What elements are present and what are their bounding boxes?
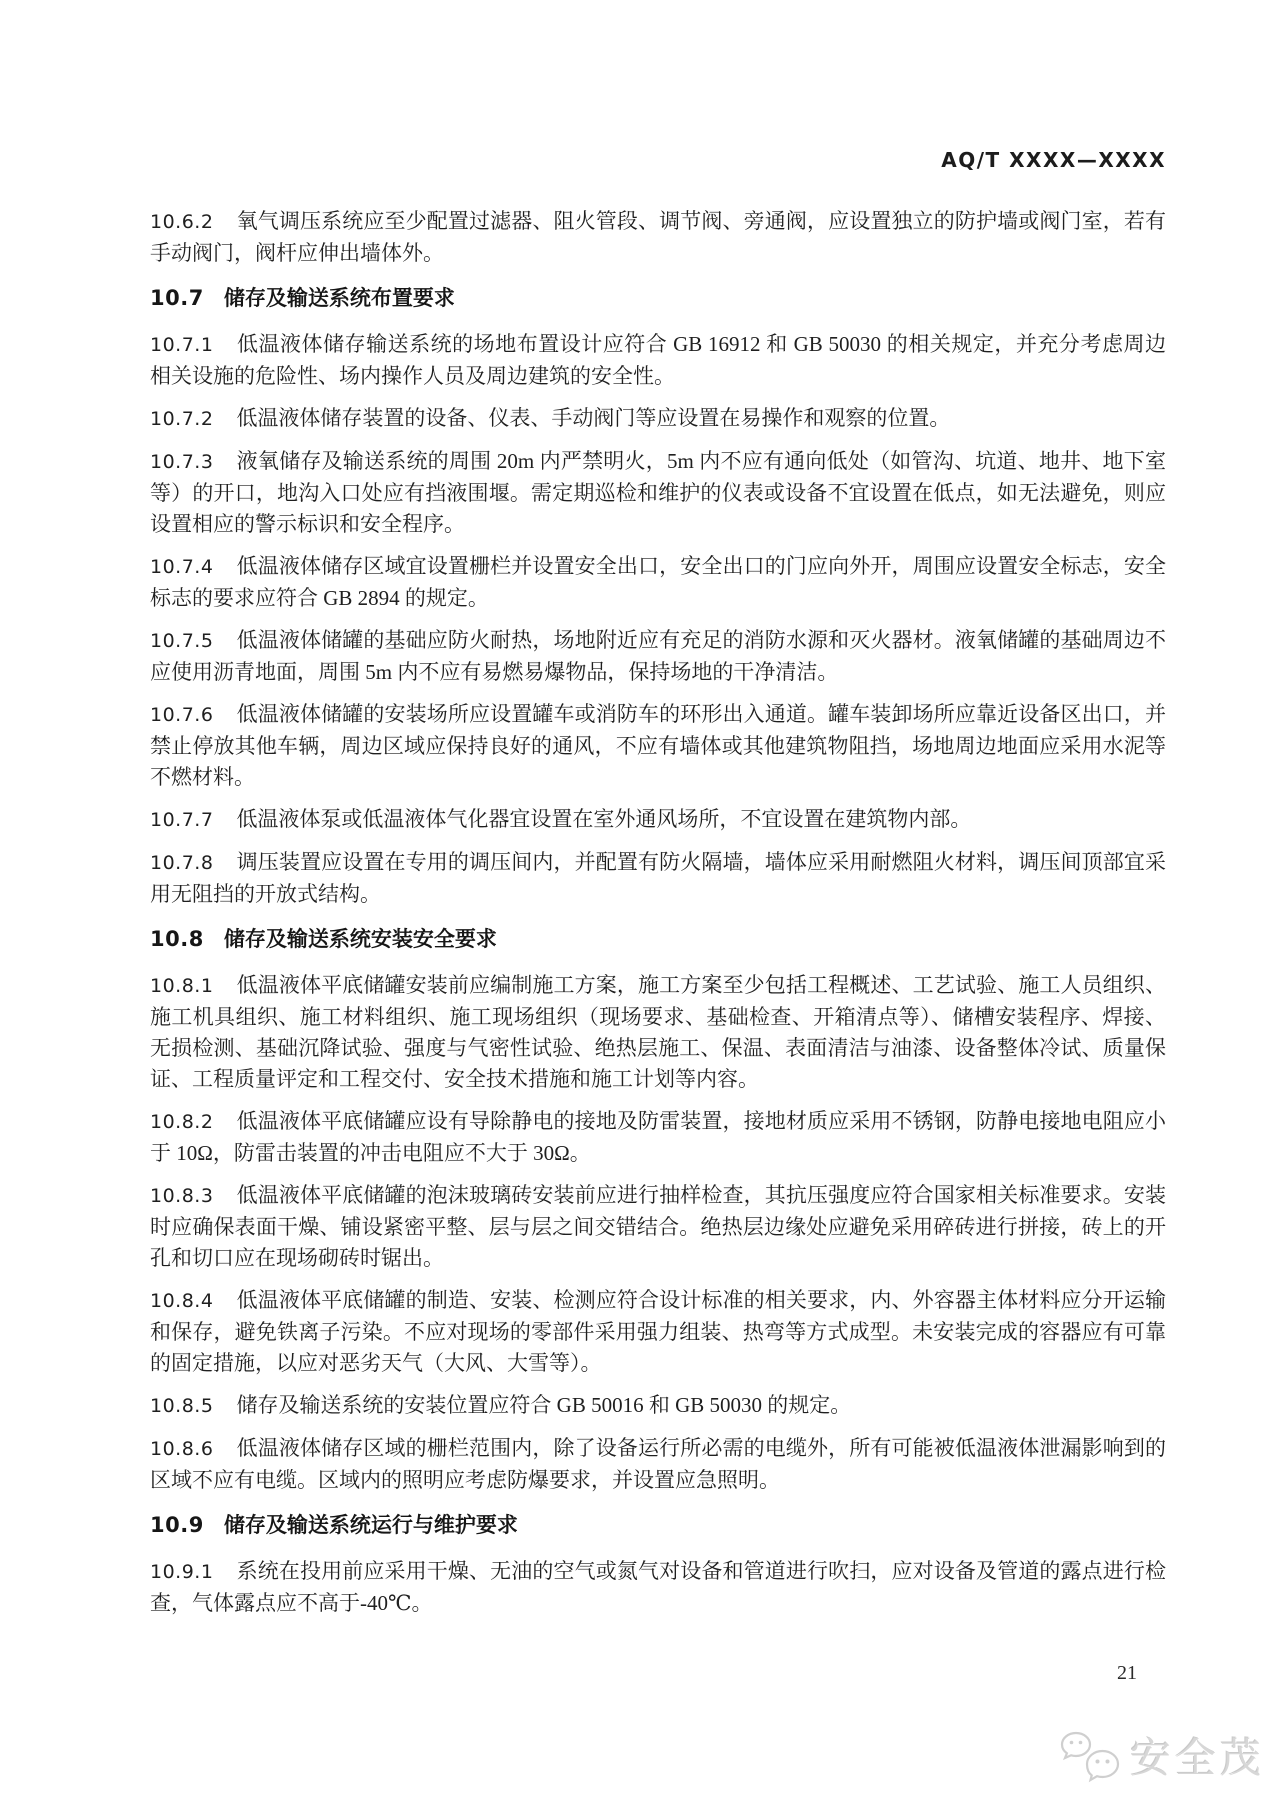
clause-number: 10.8.5 xyxy=(150,1395,214,1417)
clause-10-7-8 xyxy=(150,847,1166,910)
clause-number: 10.9.1 xyxy=(150,1561,214,1583)
clause-10-7-6 xyxy=(150,699,1166,793)
section-heading-10-7 xyxy=(150,283,1166,314)
clause-10-7-5 xyxy=(150,625,1166,688)
clause-number: 10.8.6 xyxy=(150,1438,214,1460)
page-number: 21 xyxy=(1117,1662,1137,1684)
clause-number: 10.7.8 xyxy=(150,852,214,874)
clause-10-7-1 xyxy=(150,329,1166,392)
clause-10-6-2 xyxy=(150,206,1166,269)
clause-number: 10.7.5 xyxy=(150,630,214,652)
clause-text: 低温液体平底储罐应设有导除静电的接地及防雷装置，接地材质应采用不锈钢，防静电接地电阻应小于 10Ω，防雷击装置的冲击电阻应不大于 30Ω。 xyxy=(150,1109,1166,1165)
clause-text: 低温液体平底储罐的泡沫玻璃砖安装前应进行抽样检查，其抗压强度应符合国家相关标准要求。安装时应确保表面干燥、铺设紧密平整、层与层之间交错结合。绝热层边缘处应避免采用碎砖进行拼接，砖上的开孔和切口应在现场砌砖时锯出。 xyxy=(150,1183,1166,1270)
clause-text: 储存及输送系统的安装位置应符合 GB 50016 和 GB 50030 的规定。 xyxy=(236,1393,852,1417)
clause-text: 低温液体泵或低温液体气化器宜设置在室外通风场所，不宜设置在建筑物内部。 xyxy=(236,807,972,831)
clause-number: 10.7.7 xyxy=(150,809,214,831)
clause-10-7-7 xyxy=(150,804,1166,836)
clause-10-7-3 xyxy=(150,446,1166,540)
heading-text: 储存及输送系统布置要求 xyxy=(223,286,455,310)
section-heading-10-9 xyxy=(150,1510,1166,1541)
clause-text: 调压装置应设置在专用的调压间内，并配置有防火隔墙，墙体应采用耐燃阻火材料，调压间顶部宜采用无阻挡的开放式结构。 xyxy=(150,850,1166,906)
clause-text: 氧气调压系统应至少配置过滤器、阻火管段、调节阀、旁通阀，应设置独立的防护墙或阀门室，若有手动阀门，阀杆应伸出墙体外。 xyxy=(150,209,1166,265)
clause-10-8-2 xyxy=(150,1106,1166,1169)
document-body xyxy=(150,206,1166,1630)
clause-number: 10.7.2 xyxy=(150,408,214,430)
clause-10-9-1 xyxy=(150,1556,1166,1619)
clause-10-7-4 xyxy=(150,551,1166,614)
standard-code-header: AQ/T XXXX—XXXX xyxy=(941,148,1166,172)
clause-10-8-3 xyxy=(150,1180,1166,1274)
watermark-text: 安全茂 xyxy=(1130,1733,1265,1782)
section-heading-10-8 xyxy=(150,924,1166,955)
clause-text: 低温液体储存装置的设备、仪表、手动阀门等应设置在易操作和观察的位置。 xyxy=(236,406,951,430)
wechat-bubbles-icon xyxy=(1060,1730,1122,1786)
clause-number: 10.7.4 xyxy=(150,556,214,578)
clause-text: 低温液体储罐的安装场所应设置罐车或消防车的环形出入通道。罐车装卸场所应靠近设备区出口，并禁止停放其他车辆，周边区域应保持良好的通风，不应有墙体或其他建筑物阻挡，场地周边地面应采用水泥等不燃材料。 xyxy=(150,702,1166,789)
clause-10-8-6 xyxy=(150,1433,1166,1496)
clause-10-8-4 xyxy=(150,1285,1166,1379)
clause-10-8-5 xyxy=(150,1390,1166,1422)
heading-text: 储存及输送系统安装安全要求 xyxy=(223,927,497,951)
clause-text: 低温液体平底储罐的制造、安装、检测应符合设计标准的相关要求，内、外容器主体材料应分开运输和保存，避免铁离子污染。不应对现场的零部件采用强力组装、热弯等方式成型。未安装完成的容器应有可靠的固定措施，以应对恶劣天气（大风、大雪等）。 xyxy=(150,1288,1166,1375)
clause-number: 10.8.3 xyxy=(150,1185,214,1207)
clause-text: 液氧储存及输送系统的周围 20m 内严禁明火，5m 内不应有通向低处（如管沟、坑道、地井、地下室等）的开口，地沟入口处应有挡液围堰。需定期巡检和维护的仪表或设备不宜设置在低点，如无法避免，则应设置相应的警示标识和安全程序。 xyxy=(150,449,1166,536)
heading-number: 10.8 xyxy=(150,927,204,951)
clause-text: 低温液体储存输送系统的场地布置设计应符合 GB 16912 和 GB 50030 的相关规定，并充分考虑周边相关设施的危险性、场内操作人员及周边建筑的安全性。 xyxy=(150,332,1166,388)
clause-number: 10.7.6 xyxy=(150,704,214,726)
clause-text: 低温液体平底储罐安装前应编制施工方案，施工方案至少包括工程概述、工艺试验、施工人员组织、施工机具组织、施工材料组织、施工现场组织（现场要求、基础检查、开箱清点等）、储槽安装程序、焊接、无损检测、基础沉降试验、强度与气密性试验、绝热层施工、保温、表面清洁与油漆、设备整体冷试、质量保证、工程质量评定和工程交付、安全技术措施和施工计划等内容。 xyxy=(150,973,1166,1091)
heading-number: 10.7 xyxy=(150,286,204,310)
clause-number: 10.8.1 xyxy=(150,975,214,997)
clause-text: 系统在投用前应采用干燥、无油的空气或氮气对设备和管道进行吹扫，应对设备及管道的露点进行检查，气体露点应不高于-40℃。 xyxy=(150,1559,1166,1615)
heading-text: 储存及输送系统运行与维护要求 xyxy=(223,1513,518,1537)
heading-number: 10.9 xyxy=(150,1513,204,1537)
watermark xyxy=(1060,1730,1265,1786)
clause-number: 10.8.2 xyxy=(150,1111,214,1133)
clause-number: 10.6.2 xyxy=(150,211,214,233)
clause-text: 低温液体储罐的基础应防火耐热，场地附近应有充足的消防水源和灭火器材。液氧储罐的基础周边不应使用沥青地面，周围 5m 内不应有易燃易爆物品，保持场地的干净清洁。 xyxy=(150,628,1166,684)
clause-10-7-2 xyxy=(150,403,1166,435)
clause-number: 10.7.3 xyxy=(150,451,214,473)
clause-10-8-1 xyxy=(150,970,1166,1095)
clause-number: 10.8.4 xyxy=(150,1290,214,1312)
clause-number: 10.7.1 xyxy=(150,334,214,356)
clause-text: 低温液体储存区域的栅栏范围内，除了设备运行所必需的电缆外，所有可能被低温液体泄漏影响到的区域不应有电缆。区域内的照明应考虑防爆要求，并设置应急照明。 xyxy=(150,1436,1166,1492)
clause-text: 低温液体储存区域宜设置栅栏并设置安全出口，安全出口的门应向外开，周围应设置安全标志，安全标志的要求应符合 GB 2894 的规定。 xyxy=(150,554,1166,610)
